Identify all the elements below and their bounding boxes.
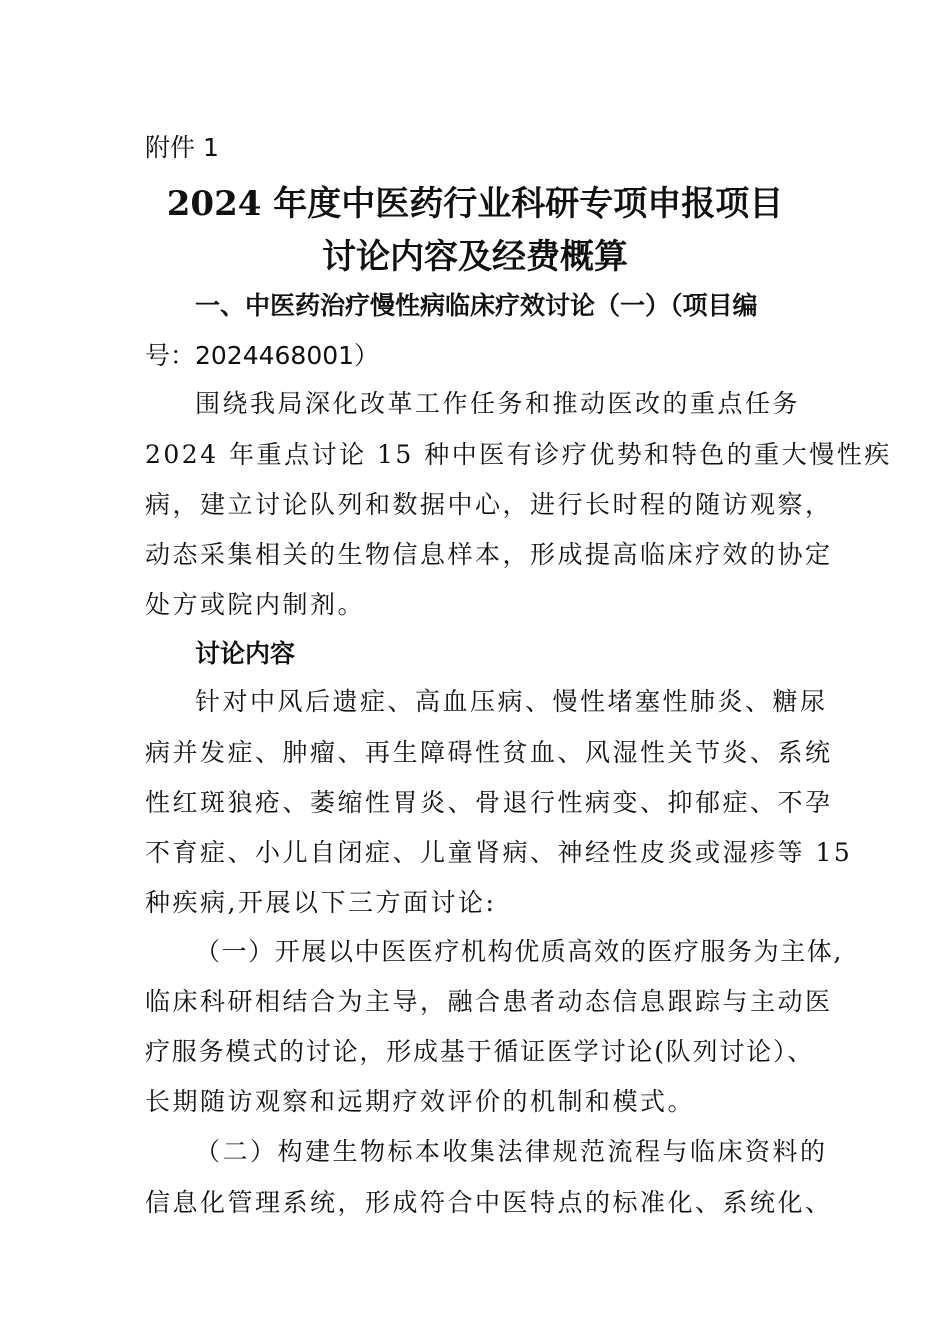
item-one-line: 疗服务模式的讨论，形成基于循证医学讨论(队列讨论）、: [145, 1037, 815, 1066]
section-heading-line-2: 号：2024468001）: [145, 341, 380, 370]
section-heading-line-1: 一、中医药治疗慢性病临床疗效讨论（一）（项目编: [195, 291, 758, 320]
item-one-line: 临床科研相结合为主导，融合患者动态信息跟踪与主动医: [145, 987, 833, 1016]
item-one-line: （一）开展以中医医疗机构优质高效的医疗服务为主体,: [195, 937, 843, 966]
document-title-line-1: 2024 年度中医药行业科研专项申报项目: [166, 184, 784, 224]
intro-paragraph-line: 动态采集相关的生物信息样本，形成提高临床疗效的协定: [145, 540, 833, 569]
content-paragraph-line: 病并发症、肿瘤、再生障碍性贫血、风湿性关节炎、系统: [145, 738, 833, 767]
content-paragraph-line: 针对中风后遗症、高血压病、慢性堵塞性肺炎、糖尿: [195, 687, 828, 716]
content-paragraph-line: 不育症、小儿自闭症、儿童肾病、神经性皮炎或湿疹等 15: [145, 838, 853, 867]
intro-paragraph-line: 病，建立讨论队列和数据中心，进行长时程的随访观察，: [145, 490, 833, 519]
content-paragraph-line: 种疾病,开展以下三方面讨论:: [145, 888, 497, 917]
intro-paragraph-line: 围绕我局深化改革工作任务和推动医改的重点任务: [195, 389, 801, 418]
attachment-label: 附件 1: [145, 133, 219, 162]
content-paragraph-line: 性红斑狼疮、萎缩性胃炎、骨退行性病变、抑郁症、不孕: [145, 788, 833, 817]
item-two-line: 信息化管理系统，形成符合中医特点的标准化、系统化、: [145, 1188, 833, 1217]
item-one-line: 长期随访观察和远期疗效评价的机制和模式。: [145, 1087, 696, 1116]
intro-paragraph-line: 处方或院内制剂。: [145, 590, 366, 619]
intro-paragraph-line: 2024 年重点讨论 15 种中医有诊疗优势和特色的重大慢性疾: [145, 440, 892, 469]
document-title-line-2: 讨论内容及经费概算: [322, 237, 628, 277]
content-subheading: 讨论内容: [195, 639, 296, 668]
item-two-line: （二）构建生物标本收集法律规范流程与临床资料的: [195, 1137, 828, 1166]
